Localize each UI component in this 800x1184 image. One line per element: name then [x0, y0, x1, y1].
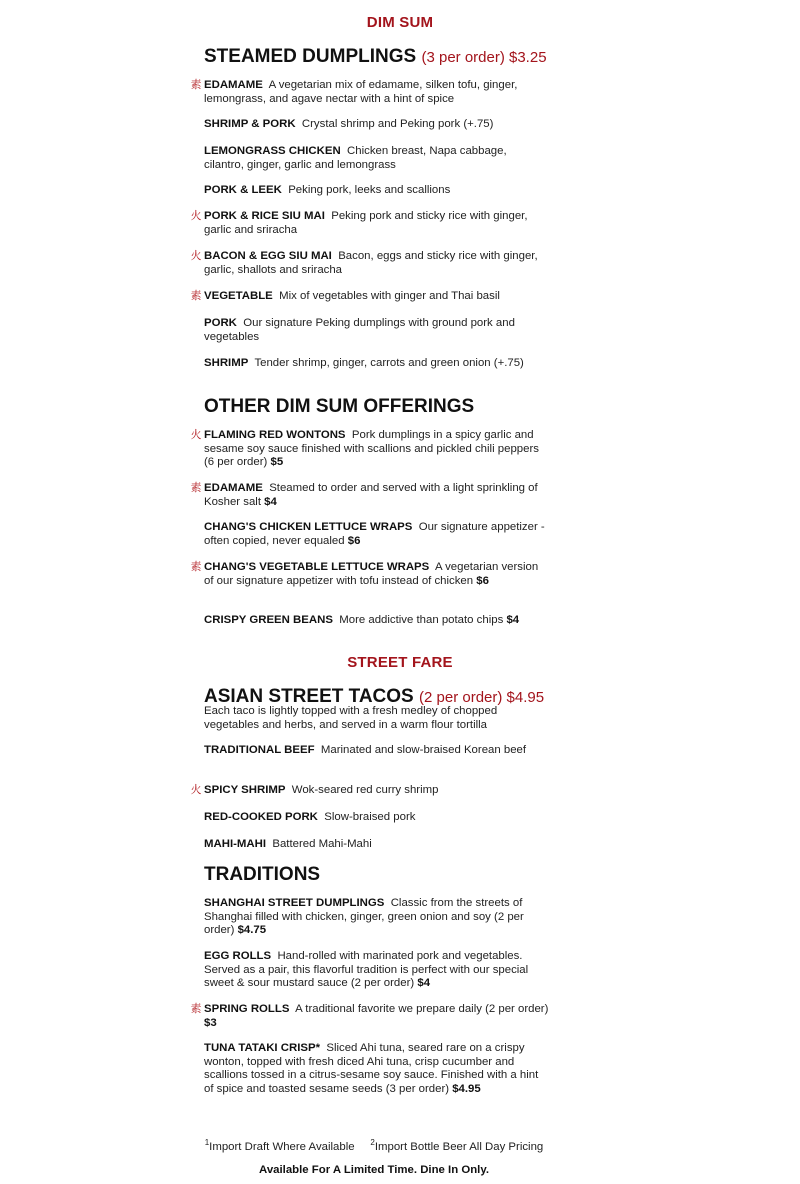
- menu-item-shanghai-street-dumplings: [204, 897, 549, 938]
- item-name: TRADITIONAL BEEF: [204, 744, 315, 756]
- item-name: PORK & RICE SIU MAI: [204, 210, 325, 222]
- menu-item-shrimp: [204, 357, 549, 371]
- item-desc: A traditional favorite we prepare daily (2 per order): [295, 1003, 549, 1015]
- heading-name: OTHER DIM SUM OFFERINGS: [204, 396, 475, 417]
- item-name: EDAMAME: [204, 482, 263, 494]
- item-name: FLAMING RED WONTONS: [204, 429, 346, 441]
- heading-traditions: [204, 864, 320, 886]
- item-name: MAHI-MAHI: [204, 838, 267, 850]
- item-price: $4: [264, 495, 277, 508]
- menu-item-spring-rolls: [204, 1003, 549, 1030]
- footnotes: [0, 1138, 748, 1153]
- item-desc: Chicken breast, Napa cabbage, cilantro, ginger, garlic and lemongrass: [204, 145, 507, 171]
- menu-item-tuna-tataki-crisp: [204, 1042, 549, 1096]
- item-name: LEMONGRASS CHICKEN: [204, 145, 341, 157]
- heading-steamed-dumplings: [204, 46, 547, 68]
- item-desc: Wok-seared red curry shrimp: [291, 784, 439, 796]
- section-title-street-fare: STREET FARE: [347, 654, 453, 671]
- item-desc: Steamed to order and served with a light sprinkling of Kosher salt: [204, 482, 538, 508]
- item-name: SPICY SHRIMP: [204, 784, 286, 796]
- item-name: CRISPY GREEN BEANS: [204, 614, 333, 626]
- item-price: $6: [347, 534, 361, 547]
- item-price: $4: [506, 614, 520, 626]
- menu-item-edamame: [204, 482, 549, 509]
- item-desc: Tender shrimp, ginger, carrots and green onion (+.75): [254, 357, 524, 369]
- item-price: $5: [270, 456, 284, 468]
- menu-item-pork-rice-siu-mai: [204, 210, 549, 237]
- tacos-intro: Each taco is lightly topped with a fresh medley of chopped vegetables and herbs, and served in a warm flour tortilla: [204, 705, 498, 731]
- vegetarian-icon: 素: [190, 79, 202, 91]
- item-desc: A vegetarian mix of edamame, silken tofu, ginger, lemongrass, and agave nectar with a hint of spice: [204, 79, 518, 105]
- menu-item-vegetable: [204, 290, 549, 304]
- menu-item-shrimp-pork: [204, 118, 549, 132]
- heading-price: (2 per order) $4.95: [419, 689, 545, 706]
- item-desc: Peking pork, leeks and scallions: [288, 184, 451, 196]
- spicy-icon: 火: [190, 784, 202, 796]
- item-price: $4.75: [237, 924, 267, 936]
- menu-item-pork-leek: [204, 184, 549, 198]
- item-name: PORK & LEEK: [204, 184, 282, 196]
- item-price: $4: [417, 977, 431, 989]
- vegetarian-icon: 素: [190, 290, 202, 302]
- spicy-icon: 火: [190, 210, 202, 222]
- item-desc: Marinated and slow-braised Korean beef: [320, 744, 527, 756]
- item-name: EDAMAME: [204, 79, 263, 91]
- menu-item-spicy-shrimp: [204, 784, 549, 798]
- item-desc: Battered Mahi-Mahi: [272, 838, 372, 850]
- item-name: SHRIMP: [204, 357, 249, 369]
- footnote-mark: 1: [204, 1138, 210, 1147]
- item-name: CHANG'S VEGETABLE LETTUCE WRAPS: [204, 561, 430, 573]
- vegetarian-icon: 素: [190, 561, 202, 573]
- closing-note: Available For A Limited Time. Dine In Only.: [259, 1164, 489, 1176]
- item-name: EGG ROLLS: [204, 950, 272, 962]
- footnote-mark: 2: [370, 1138, 375, 1147]
- menu-item-lemongrass-chicken: [204, 145, 549, 172]
- item-desc: Peking pork and sticky rice with ginger, garlic and sriracha: [204, 210, 528, 236]
- item-desc: Classic from the streets of Shanghai filled with chicken, ginger, green onion and soy (2 per order): [204, 897, 524, 936]
- menu-item-vegetable-lettuce-wraps: [204, 561, 549, 588]
- item-desc: Hand-rolled with marinated pork and vegetables. Served as a pair, this flavorful tradition is perfect with our special sweet & sour mustard sauce (2 per order): [204, 950, 529, 989]
- menu-item-traditional-beef: [204, 744, 549, 758]
- heading-other-dim-sum: [204, 396, 474, 418]
- menu-item-mahi-mahi: [204, 838, 549, 852]
- item-desc: Bacon, eggs and sticky rice with ginger, garlic, shallots and sriracha: [204, 250, 538, 276]
- item-price: $3: [204, 1016, 217, 1029]
- item-name: SHANGHAI STREET DUMPLINGS: [204, 897, 385, 909]
- item-name: SHRIMP & PORK: [204, 118, 296, 130]
- heading-name: ASIAN STREET TACOS: [204, 686, 414, 707]
- item-name: PORK: [204, 317, 237, 329]
- item-name: TUNA TATAKI CRISP*: [204, 1042, 321, 1054]
- item-desc: Slow-braised pork: [324, 811, 416, 823]
- menu-item-chicken-lettuce-wraps: [204, 521, 549, 548]
- item-desc: More addictive than potato chips: [339, 614, 504, 626]
- heading-price: (3 per order) $3.25: [421, 49, 547, 66]
- menu-item-red-cooked-pork: [204, 811, 549, 825]
- item-desc: A vegetarian version of our signature appetizer with tofu instead of chicken: [204, 561, 539, 587]
- menu-item-bacon-egg-siu-mai: [204, 250, 549, 277]
- item-price: $6: [476, 574, 489, 587]
- item-name: CHANG'S CHICKEN LETTUCE WRAPS: [204, 521, 413, 533]
- menu-item-crispy-green-beans: [204, 614, 549, 628]
- item-name: SPRING ROLLS: [204, 1003, 290, 1015]
- footnote-text: Import Draft Where Available: [209, 1140, 355, 1153]
- menu-item-flaming-red-wontons: [204, 429, 549, 470]
- item-price: $4.95: [452, 1082, 481, 1095]
- item-desc: Our signature Peking dumplings with ground pork and vegetables: [204, 317, 515, 343]
- heading-name: STEAMED DUMPLINGS: [204, 46, 417, 67]
- item-desc: Our signature appetizer - often copied, never equaled: [204, 521, 545, 547]
- item-desc: Mix of vegetables with ginger and Thai basil: [279, 290, 500, 302]
- spicy-icon: 火: [190, 429, 202, 441]
- spicy-icon: 火: [190, 250, 202, 262]
- menu-item-pork: [204, 317, 549, 344]
- heading-name: TRADITIONS: [204, 864, 321, 885]
- vegetarian-icon: 素: [190, 1003, 202, 1015]
- item-name: RED-COOKED PORK: [204, 811, 318, 823]
- item-name: VEGETABLE: [204, 290, 273, 302]
- item-desc: Sliced Ahi tuna, seared rare on a crispy wonton, topped with fresh diced Ahi tuna, crisp cucumber and scallions tossed in a citrus-sesame soy sauce. Finished with a hint of spice and toasted sesame seeds (3 per order): [204, 1042, 539, 1095]
- vegetarian-icon: 素: [190, 482, 202, 494]
- item-desc: Crystal shrimp and Peking pork (+.75): [301, 118, 494, 130]
- menu-item-egg-rolls: [204, 950, 549, 991]
- item-desc: Pork dumplings in a spicy garlic and sesame soy sauce finished with scallions and pickled chili peppers (6 per order): [204, 429, 539, 468]
- menu-item-edamame-dumplings: [204, 79, 549, 106]
- section-title-dim-sum: DIM SUM: [366, 14, 434, 31]
- item-name: BACON & EGG SIU MAI: [204, 250, 332, 262]
- footnote-text: Import Bottle Beer All Day Pricing: [374, 1140, 544, 1153]
